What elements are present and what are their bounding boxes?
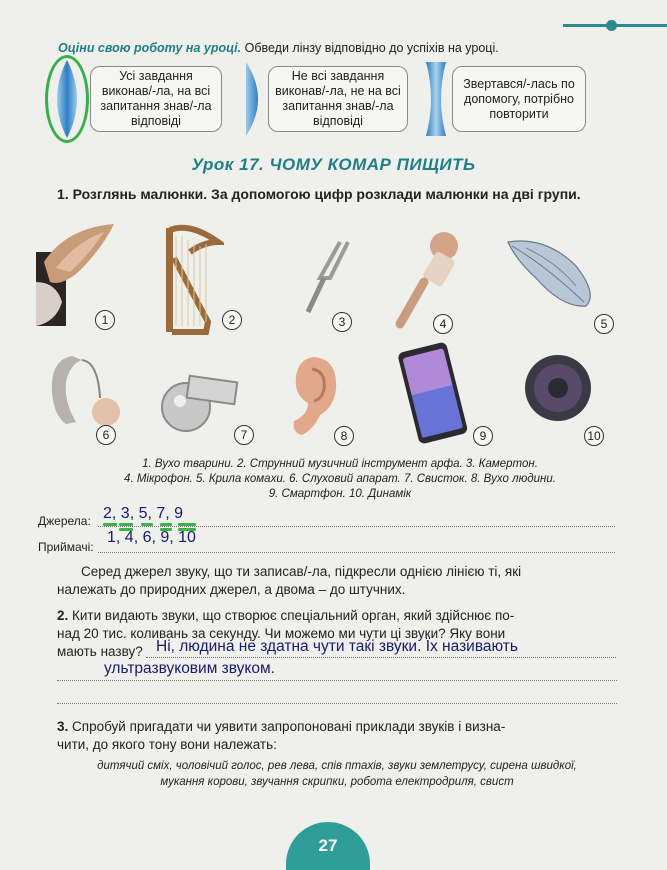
eval-option-2 xyxy=(268,66,408,132)
human-ear-icon xyxy=(288,355,338,437)
note-line-1: Серед джерел звуку, що ти записав/-ла, підкресли однією лінією ті, які xyxy=(81,564,522,579)
legend-line-2: 4. Мікрофон. 5. Крила комахи. 6. Слуховий апарат. 7. Свисток. 8. Вухо людини. xyxy=(124,473,556,485)
picture-legend xyxy=(60,457,620,502)
underline-single-2 xyxy=(141,523,153,526)
eval-option-3-text: Звертався/-лась по допомогу, потрібно повторити xyxy=(463,76,575,121)
plano-convex-lens-icon[interactable] xyxy=(244,58,266,140)
task-3-examples xyxy=(57,758,617,790)
task-2-answer-line-2[interactable] xyxy=(57,680,617,681)
receivers-answer-line[interactable] xyxy=(98,552,615,553)
decor-dot xyxy=(606,20,617,31)
task-1-number: 1. xyxy=(57,186,69,202)
receivers-answer: 1, 4, 6, 9, 10 xyxy=(107,529,196,546)
task-1-text: Розглянь малюнки. За допомогою цифр розклади малюнки на дві групи. xyxy=(68,186,581,202)
sources-label: Джерела: xyxy=(38,514,91,528)
task-3-line-1: Спробуй пригадати чи уявити запропоновані приклади звуків і визна- xyxy=(68,719,506,734)
tuning-fork-icon xyxy=(300,238,360,318)
self-evaluation-text: Обведи лінзу відповідно до успіхів на уроці. xyxy=(241,41,499,55)
sources-answer: 2, 3, 5, 7, 9 xyxy=(103,505,184,522)
picture-number-10: 10 xyxy=(584,426,604,446)
picture-number-6: 6 xyxy=(96,425,116,445)
harp-icon xyxy=(160,222,224,338)
task-2-answer-1: Ні, людина не здатна чути такі звуки. Їх називають xyxy=(156,638,518,655)
self-evaluation-lead: Оціни свою роботу на уроці. xyxy=(58,41,242,55)
concave-lens-icon[interactable] xyxy=(424,58,448,140)
underline-double-e xyxy=(178,523,196,526)
eval-option-3 xyxy=(452,66,586,132)
task-2-number: 2. xyxy=(57,608,69,623)
selected-lens-circle xyxy=(45,55,89,143)
sources-note xyxy=(57,563,617,599)
speaker-icon xyxy=(522,352,594,424)
task-3-examples-line-2: мукання корови, звучання скрипки, робота електродриля, свист xyxy=(160,776,514,788)
legend-line-1: 1. Вухо тварини. 2. Струнний музичний інструмент арфа. 3. Камертон. xyxy=(142,458,538,470)
task-2-answer-2: ультразвуковим звуком. xyxy=(104,660,275,677)
picture-number-2: 2 xyxy=(222,310,242,330)
underline-single xyxy=(103,523,117,526)
note-line-2: належать до природних джерел, а двома – до штучних. xyxy=(57,582,406,597)
picture-number-8: 8 xyxy=(334,426,354,446)
eval-option-1-text: Усі завдання виконав/-ла, на всі запитання знав/-ла відповіді xyxy=(100,69,212,128)
task-3-number: 3. xyxy=(57,719,69,734)
task-3-line-2: чити, до якого тону вони належать: xyxy=(57,737,277,752)
sources-answer-line[interactable] xyxy=(98,526,615,527)
picture-number-9: 9 xyxy=(473,426,493,446)
insect-wing-icon xyxy=(506,236,602,312)
underline-double-c xyxy=(160,523,172,526)
task-2-answer-line-3[interactable] xyxy=(57,703,617,704)
whistle-icon xyxy=(150,365,240,435)
task-2-line-1: Кити видають звуки, що створює спеціальний орган, який здійснює по- xyxy=(68,608,515,623)
hearing-aid-icon xyxy=(42,352,122,428)
picture-number-5: 5 xyxy=(594,314,614,334)
task-2-answer-line-1[interactable] xyxy=(146,657,616,658)
picture-number-1: 1 xyxy=(95,310,115,330)
task-3-prompt xyxy=(57,718,617,754)
task-1-prompt xyxy=(57,186,627,202)
task-2-line-3: мають назву? xyxy=(57,644,143,659)
picture-number-3: 3 xyxy=(332,312,352,332)
task-2-line-2: над 20 тис. коливань за секунду. Чи можемо ми чути ці звуки? Яку вони xyxy=(57,626,506,641)
self-evaluation-instruction xyxy=(58,41,578,55)
eval-option-2-text: Не всі завдання виконав/-ла, не на всі запитання знав/-ла відповіді xyxy=(275,69,401,128)
microphone-icon xyxy=(388,230,462,330)
eval-option-1 xyxy=(90,66,222,132)
task-3-examples-line-1: дитячий сміх, чоловічий голос, рев лева, спів птахів, звуки землетрусу, сирена швидкої, xyxy=(97,760,577,772)
picture-number-7: 7 xyxy=(234,425,254,445)
smartphone-icon xyxy=(390,342,476,446)
page-number: 27 xyxy=(286,822,370,870)
lesson-title: Урок 17. ЧОМУ КОМАР ПИЩИТЬ xyxy=(191,155,476,174)
picture-number-4: 4 xyxy=(433,314,453,334)
receivers-label: Приймачі: xyxy=(38,540,94,554)
legend-line-3: 9. Смартфон. 10. Динамік xyxy=(268,488,412,500)
underline-double-a xyxy=(119,523,133,526)
